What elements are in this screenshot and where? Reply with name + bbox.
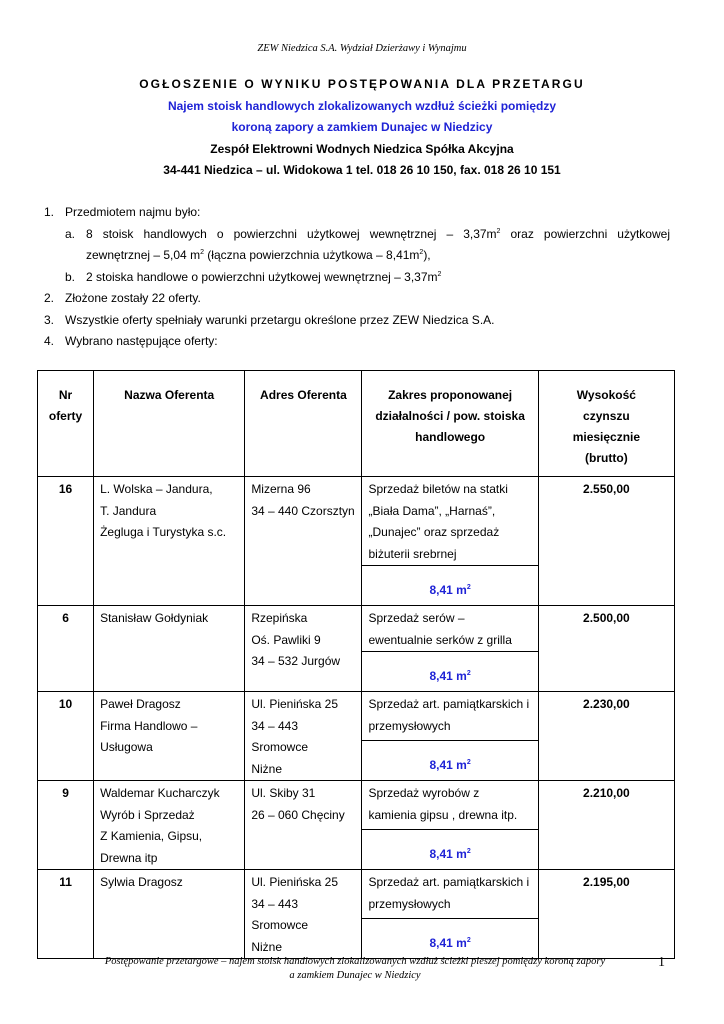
list-letter: a. [65, 226, 76, 241]
cell-line: Niżne [251, 939, 282, 954]
cell-offer-number: 11 [38, 870, 94, 959]
cell-line: Sprzedaż wyrobów z [368, 786, 480, 800]
cell-line: Sprzedaż art. pamiątkarskich i [368, 697, 530, 711]
cell-scope [362, 606, 538, 692]
cell-line: 34 – 443 Sromowce [251, 718, 308, 754]
cell-line: 34 – 532 Jurgów [251, 654, 341, 668]
table-row [38, 477, 675, 606]
cell-line: Firma Handlowo – [100, 718, 198, 733]
cell-line: 34 – 440 Czorsztyn [251, 503, 355, 518]
cell-line: Niżne [251, 761, 282, 776]
header-line: oferty [48, 409, 83, 423]
cell-offer-number: 9 [38, 781, 94, 870]
cell-line: Żegluga i Turystyka s.c. [100, 525, 227, 539]
cell-monthly-rent: 2.195,00 [538, 870, 674, 959]
cell-line: Sprzedaż art. pamiątkarskich i [368, 875, 530, 889]
table-row [38, 606, 675, 692]
header-name [94, 371, 245, 477]
header-rent [538, 371, 674, 477]
cell-line: ewentualnie serków z grilla [368, 632, 512, 647]
cell-bidder-name [94, 606, 245, 692]
stall-area: 8,41 $m^2$ [362, 651, 537, 691]
cell-line: Sylwia Dragosz [100, 875, 183, 889]
cell-bidder-address [245, 606, 362, 692]
document-title: OGŁOSZENIE O WYNIKU POSTĘPOWANIA DLA PRZETARGU [139, 77, 585, 91]
list-text: Przedmiotem najmu było: [65, 205, 201, 219]
list-number: 2. [44, 291, 55, 305]
list-subitem: b. 2 stoiska handlowe o powierzchni użytkowej wewnętrznej – $3,37m^2$ [44, 267, 670, 289]
list-item [44, 331, 670, 353]
cell-line: Wyrób i Sprzedaż [100, 807, 195, 822]
stall-area: 8,41 $m^2$ [362, 829, 537, 869]
cell-line: przemysłowych [368, 718, 451, 733]
cell-bidder-address [245, 870, 362, 959]
footer-line-2: a zamkiem Dunajec w Niedzicy [289, 970, 421, 981]
cell-line: kamienia gipsu , drewna itp. [368, 807, 518, 822]
header-line: Wysokość [576, 388, 636, 402]
subtitle-line-2: koroną zapory a zamkiem Dunajec w Niedzicy [231, 120, 493, 134]
cell-line: przemysłowych [368, 896, 451, 911]
header-line: Adres Oferenta [260, 388, 347, 402]
list-item [44, 310, 670, 332]
header-line: czynszu [583, 409, 630, 423]
header-scope [362, 371, 538, 477]
header-address [245, 371, 362, 477]
cell-line: Z Kamienia, Gipsu, [100, 829, 203, 843]
header-nr [38, 371, 94, 477]
table-row [38, 781, 675, 870]
title-block [0, 74, 724, 182]
cell-monthly-rent: 2.210,00 [538, 781, 674, 870]
list-item [44, 288, 670, 310]
footer-line-1: Postępowanie przetargowe – najem stoisk handlowych zlokalizowanych wzdłuż ścieżki pieszej pomiędzy koroną zapory [104, 956, 606, 967]
cell-bidder-name [94, 870, 245, 959]
subitem-line-1: 8 stoisk handlowych o powierzchni użytkowej wewnętrznej – $3,37m^2$ oraz powierzchni użytkowej [86, 226, 670, 241]
cell-scope [362, 477, 538, 606]
cell-bidder-address [245, 781, 362, 870]
list-number: 4. [44, 334, 55, 348]
announcement-list [44, 202, 670, 353]
list-number: 3. [44, 312, 55, 327]
header-line: Zakres proponowanej [388, 388, 513, 402]
cell-bidder-name [94, 692, 245, 781]
table-header-row [38, 371, 675, 477]
cell-bidder-name [94, 781, 245, 870]
subtitle-line-1: Najem stoisk handlowych zlokalizowanych wzdłuż ścieżki pomiędzy [167, 98, 557, 113]
cell-line: L. Wolska – Jandura, [100, 482, 213, 496]
page-header: ZEW Niedzica S.A. Wydział Dzierżawy i Wynajmu [257, 43, 467, 54]
cell-line: Sprzedaż serów – [368, 611, 465, 625]
header-line: działalności / pow. stoiska [375, 409, 525, 423]
cell-scope [362, 781, 538, 870]
cell-line: Paweł Dragosz [100, 697, 181, 711]
stall-area: 8,41 $m^2$ [362, 565, 537, 605]
cell-line: „Biała Dama”, „Harnaś”, [368, 503, 496, 518]
cell-line: Ul. Pienińska 25 [251, 875, 339, 889]
cell-offer-number: 16 [38, 477, 94, 606]
cell-line: Oś. Pawliki 9 [251, 632, 321, 647]
list-number: 1. [44, 205, 55, 219]
cell-line: T. Jandura [100, 503, 157, 518]
header-line: (brutto) [585, 451, 628, 465]
table-row [38, 692, 675, 781]
table-row [38, 870, 675, 959]
header-line: Nr [58, 388, 73, 402]
header-line: miesięcznie [572, 430, 641, 444]
cell-line: Sprzedaż biletów na statki [368, 482, 508, 496]
offers-table [37, 370, 675, 959]
cell-line: 26 – 060 Chęciny [251, 807, 345, 822]
page-number: 1 [658, 955, 665, 970]
cell-line: Mizerna 96 [251, 482, 311, 496]
cell-line: biżuterii srebrnej [368, 546, 457, 561]
list-text: Wszystkie oferty spełniały warunki przetargu określone przez ZEW Niedzica S.A. [65, 312, 495, 327]
cell-line: Ul. Skiby 31 [251, 786, 316, 800]
cell-offer-number: 10 [38, 692, 94, 781]
cell-bidder-address [245, 692, 362, 781]
cell-line: 34 – 443 Sromowce [251, 896, 308, 932]
cell-line: Rzepińska [251, 611, 308, 625]
cell-line: Ul. Pienińska 25 [251, 697, 339, 711]
cell-line: Stanisław Gołdyniak [100, 611, 209, 625]
header-line: handlowego [415, 430, 486, 444]
cell-line: „Dunajec” oraz sprzedaż [368, 525, 500, 539]
header-line: Nazwa Oferenta [124, 388, 215, 402]
cell-bidder-address [245, 477, 362, 606]
cell-monthly-rent: 2.500,00 [538, 606, 674, 692]
cell-scope [362, 870, 538, 959]
cell-offer-number: 6 [38, 606, 94, 692]
cell-scope [362, 692, 538, 781]
cell-line: Waldemar Kucharczyk [100, 786, 220, 800]
cell-monthly-rent: 2.230,00 [538, 692, 674, 781]
list-text: Złożone zostały 22 oferty. [65, 291, 201, 305]
list-item [44, 202, 670, 224]
list-subitem [44, 224, 670, 267]
list-text: Wybrano następujące oferty: [65, 334, 218, 348]
cell-line: Drewna itp [100, 850, 158, 865]
offers-table-body [38, 477, 675, 959]
cell-bidder-name [94, 477, 245, 606]
company-name: Zespół Elektrowni Wodnych Niedzica Spółka Akcyjna [210, 141, 514, 156]
cell-line: Usługowa [100, 740, 153, 754]
cell-monthly-rent: 2.550,00 [538, 477, 674, 606]
stall-area: 8,41 $m^2$ [362, 740, 537, 780]
page-footer [70, 955, 640, 983]
subitem-line-2: zewnętrznej – 5,04 $m^2$ (łączna powierzchnia użytkowa – $8,41m^2$), [86, 248, 431, 262]
list-letter: b. [65, 269, 76, 284]
stall-area: 8,41 $m^2$ [362, 918, 537, 958]
company-address: 34-441 Niedzica – ul. Widokowa 1 tel. 018 26 10 150, fax. 018 26 10 151 [163, 163, 561, 177]
